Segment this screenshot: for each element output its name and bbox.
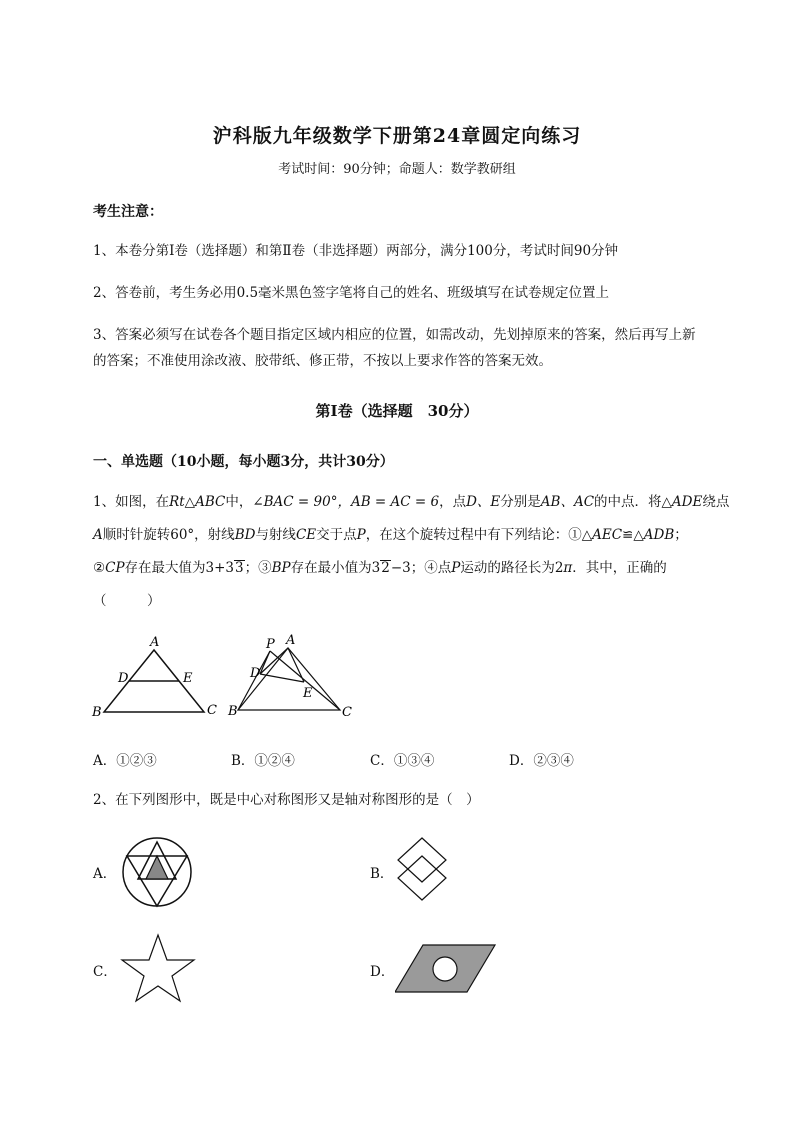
sqrt-3: 3 (235, 560, 244, 576)
label-C2: C (342, 705, 352, 720)
label-A: A (150, 635, 160, 650)
label-E2: E (303, 686, 313, 701)
label-D2: D (250, 666, 261, 681)
q1-option-b[interactable]: B．①②④ (231, 753, 295, 769)
q1-option-a[interactable]: A．①②③ (93, 753, 157, 769)
notice-item-1: 1、本卷分第I卷（选择题）和第Ⅱ卷（非选择题）两部分，满分100分，考试时间90分钟 (93, 243, 619, 259)
sqrt-2: 2 (381, 560, 390, 576)
question-1-answer-blank: （ ） (93, 593, 161, 609)
label-B2: B (228, 704, 238, 719)
q2-option-c-label[interactable]: C． (93, 964, 117, 980)
question-1-text (93, 486, 743, 618)
label-D: D (118, 671, 129, 686)
section-title: 第I卷（选择题 30分） (315, 402, 479, 420)
q2-option-c-figure[interactable] (120, 932, 198, 1004)
question-2-text: 2、在下列图形中，既是中心对称图形又是轴对称图形的是（ ） (93, 792, 480, 808)
q2-option-b-figure[interactable] (394, 834, 454, 906)
q2-option-d-label[interactable]: D． (370, 964, 395, 980)
notice-item-2: 2、答卷前，考生务必用0.5毫米黑色签字笔将自己的姓名、班级填写在试卷规定位置上 (93, 285, 610, 301)
label-B: B (92, 705, 102, 720)
question-1-figures (88, 630, 368, 725)
q2-option-d-figure[interactable] (395, 942, 499, 996)
label-C: C (207, 703, 217, 718)
q1-option-c[interactable]: C．①③④ (370, 753, 435, 769)
question-1-line-3: ②CP存在最大值为3+33；③BP存在最小值为32−3；④点P运动的路径长为2π．其中，正确的 (93, 560, 667, 576)
label-E: E (183, 671, 193, 686)
label-A2: A (286, 633, 296, 648)
part-heading: 一、单选题（10小题，每小题3分，共计30分） (93, 454, 394, 470)
question-1-line-1: 1、如图，在Rt△ABC中，∠BAC = 90°，AB = AC = 6，点D、E分别是AB、AC的中点．将△ADE绕点 (93, 494, 730, 510)
question-1-line-2: A顺时针旋转60°，射线BD与射线CE交于点P，在这个旋转过程中有下列结论：①△AEC≌△ADB； (93, 527, 688, 543)
exam-subtitle: 考试时间：90分钟；命题人：数学教研组 (278, 162, 516, 177)
notice-item-3-cont: 的答案；不准使用涂改液、胶带纸、修正带，不按以上要求作答的答案无效。 (93, 353, 552, 369)
label-P: P (266, 637, 275, 652)
notice-heading: 考生注意： (93, 204, 163, 220)
q2-option-b-label[interactable]: B． (370, 866, 394, 882)
q2-option-a-label[interactable]: A． (93, 866, 117, 882)
q1-option-d[interactable]: D．②③④ (509, 753, 574, 769)
notice-item-3: 3、答案必须写在试卷各个题目指定区域内相应的位置，如需改动，先划掉原来的答案，然后再写上新 (93, 327, 696, 343)
q2-option-a-figure[interactable] (120, 834, 196, 910)
page-title: 沪科版九年级数学下册第24章圆定向练习 (212, 125, 582, 147)
